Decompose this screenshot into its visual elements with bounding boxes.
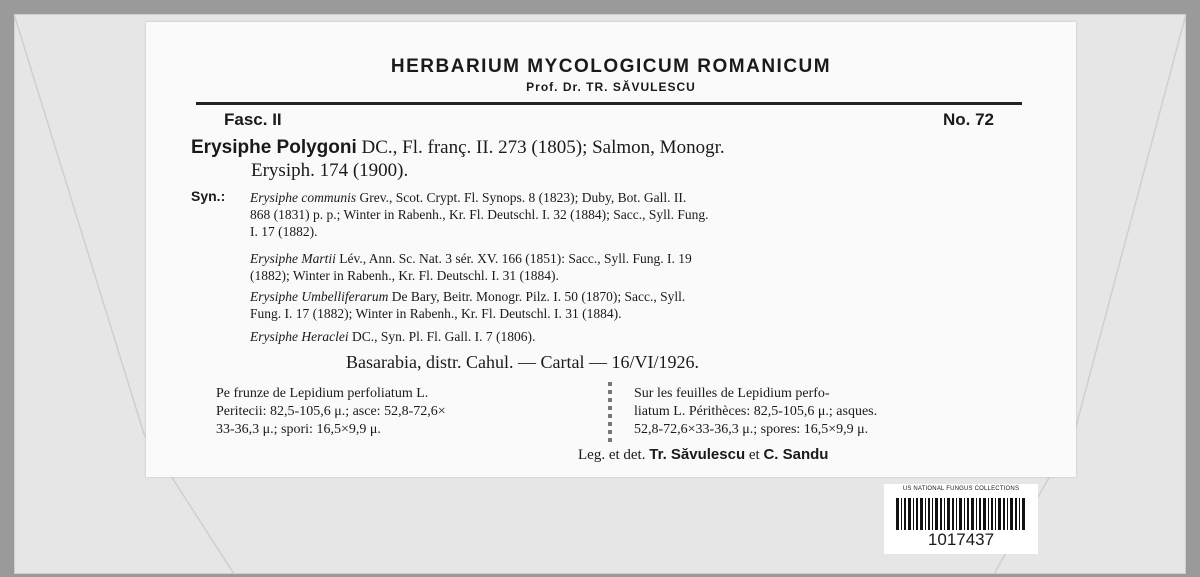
species-title <box>191 136 1031 182</box>
species-name: Erysiphe Polygoni <box>191 137 357 158</box>
description-line: Sur les feuilles de Lepidium perfo- <box>634 386 830 401</box>
herbarium-title: HERBARIUM MYCOLOGICUM ROMANICUM <box>390 56 832 77</box>
synonym-text: I. 17 (1882). <box>250 224 318 239</box>
synonym-text: DC., Syn. Pl. Fl. Gall. I. 7 (1806). <box>348 329 536 344</box>
herbarium-subtitle: Prof. Dr. TR. SĂVULESCU <box>526 80 696 94</box>
barcode-label <box>884 484 1038 554</box>
synonym-name: Erysiphe Umbelliferarum <box>250 289 389 304</box>
barcode-icon <box>896 498 1026 530</box>
species-citation: DC., Fl. franç. II. 273 (1805); Salmon, Monogr. <box>361 137 725 158</box>
collection-locality: Basarabia, distr. Cahul. — Cartal — 16/VI/1926. <box>346 352 699 372</box>
description-line: 52,8-72,6×33-36,3 μ.; spores: 16,5×9,9 μ. <box>634 422 869 437</box>
column-divider <box>608 382 612 444</box>
species-citation-cont: Erysiph. 174 (1900). <box>251 160 409 181</box>
french-description <box>634 385 1034 439</box>
barcode-collection-name: US NATIONAL FUNGUS COLLECTIONS <box>902 486 1020 492</box>
collector-and: et <box>748 447 760 463</box>
specimen-number: No. 72 <box>942 110 994 129</box>
fascicle-number: Fasc. II <box>224 110 282 129</box>
herbarium-label <box>146 22 1076 477</box>
description-line: Peritecii: 82,5-105,6 μ.; asce: 52,8-72,6× <box>216 404 446 419</box>
romanian-description <box>216 385 586 439</box>
synonym-text: Grev., Scot. Crypt. Fl. Synops. 8 (1823); Duby, Bot. Gall. II. <box>356 190 687 205</box>
header-rule <box>196 102 1022 105</box>
collector-prefix: Leg. et det. <box>578 447 646 463</box>
synonym-entry <box>250 328 1030 345</box>
synonym-text: Fung. I. 17 (1882); Winter in Rabenh., Kr. Fl. Deutschl. I. 31 (1884). <box>250 306 622 321</box>
collector-name: Tr. Săvulescu <box>649 446 746 463</box>
synonym-name: Erysiphe Heraclei <box>250 329 349 344</box>
synonym-text: (1882); Winter in Rabenh., Kr. Fl. Deutschl. I. 31 (1884). <box>250 268 559 283</box>
description-line: 33-36,3 μ.; spori: 16,5×9,9 μ. <box>216 422 381 437</box>
synonym-text: Lév., Ann. Sc. Nat. 3 sér. XV. 166 (1851): Sacc., Syll. Fung. I. 19 <box>335 251 692 266</box>
synonym-entry <box>250 189 1030 240</box>
synonym-entry <box>250 250 1030 284</box>
collector-line <box>578 446 828 464</box>
synonym-text: 868 (1831) p. p.; Winter in Rabenh., Kr. Fl. Deutschl. I. 32 (1884); Sacc., Syll. Fung. <box>250 207 709 222</box>
description-line: liatum L. Périthèces: 82,5-105,6 μ.; asques. <box>634 404 878 419</box>
synonym-entry <box>250 288 1030 322</box>
barcode-number: 1017437 <box>927 530 995 549</box>
synonym-name: Erysiphe communis <box>250 190 357 205</box>
description-line: Pe frunze de Lepidium perfoliatum L. <box>216 386 429 401</box>
synonym-name: Erysiphe Martii <box>250 251 336 266</box>
synonym-text: De Bary, Beitr. Monogr. Pilz. I. 50 (1870); Sacc., Syll. <box>388 289 686 304</box>
synonyms-label: Syn.: <box>191 188 226 204</box>
collector-name: C. Sandu <box>763 446 829 463</box>
